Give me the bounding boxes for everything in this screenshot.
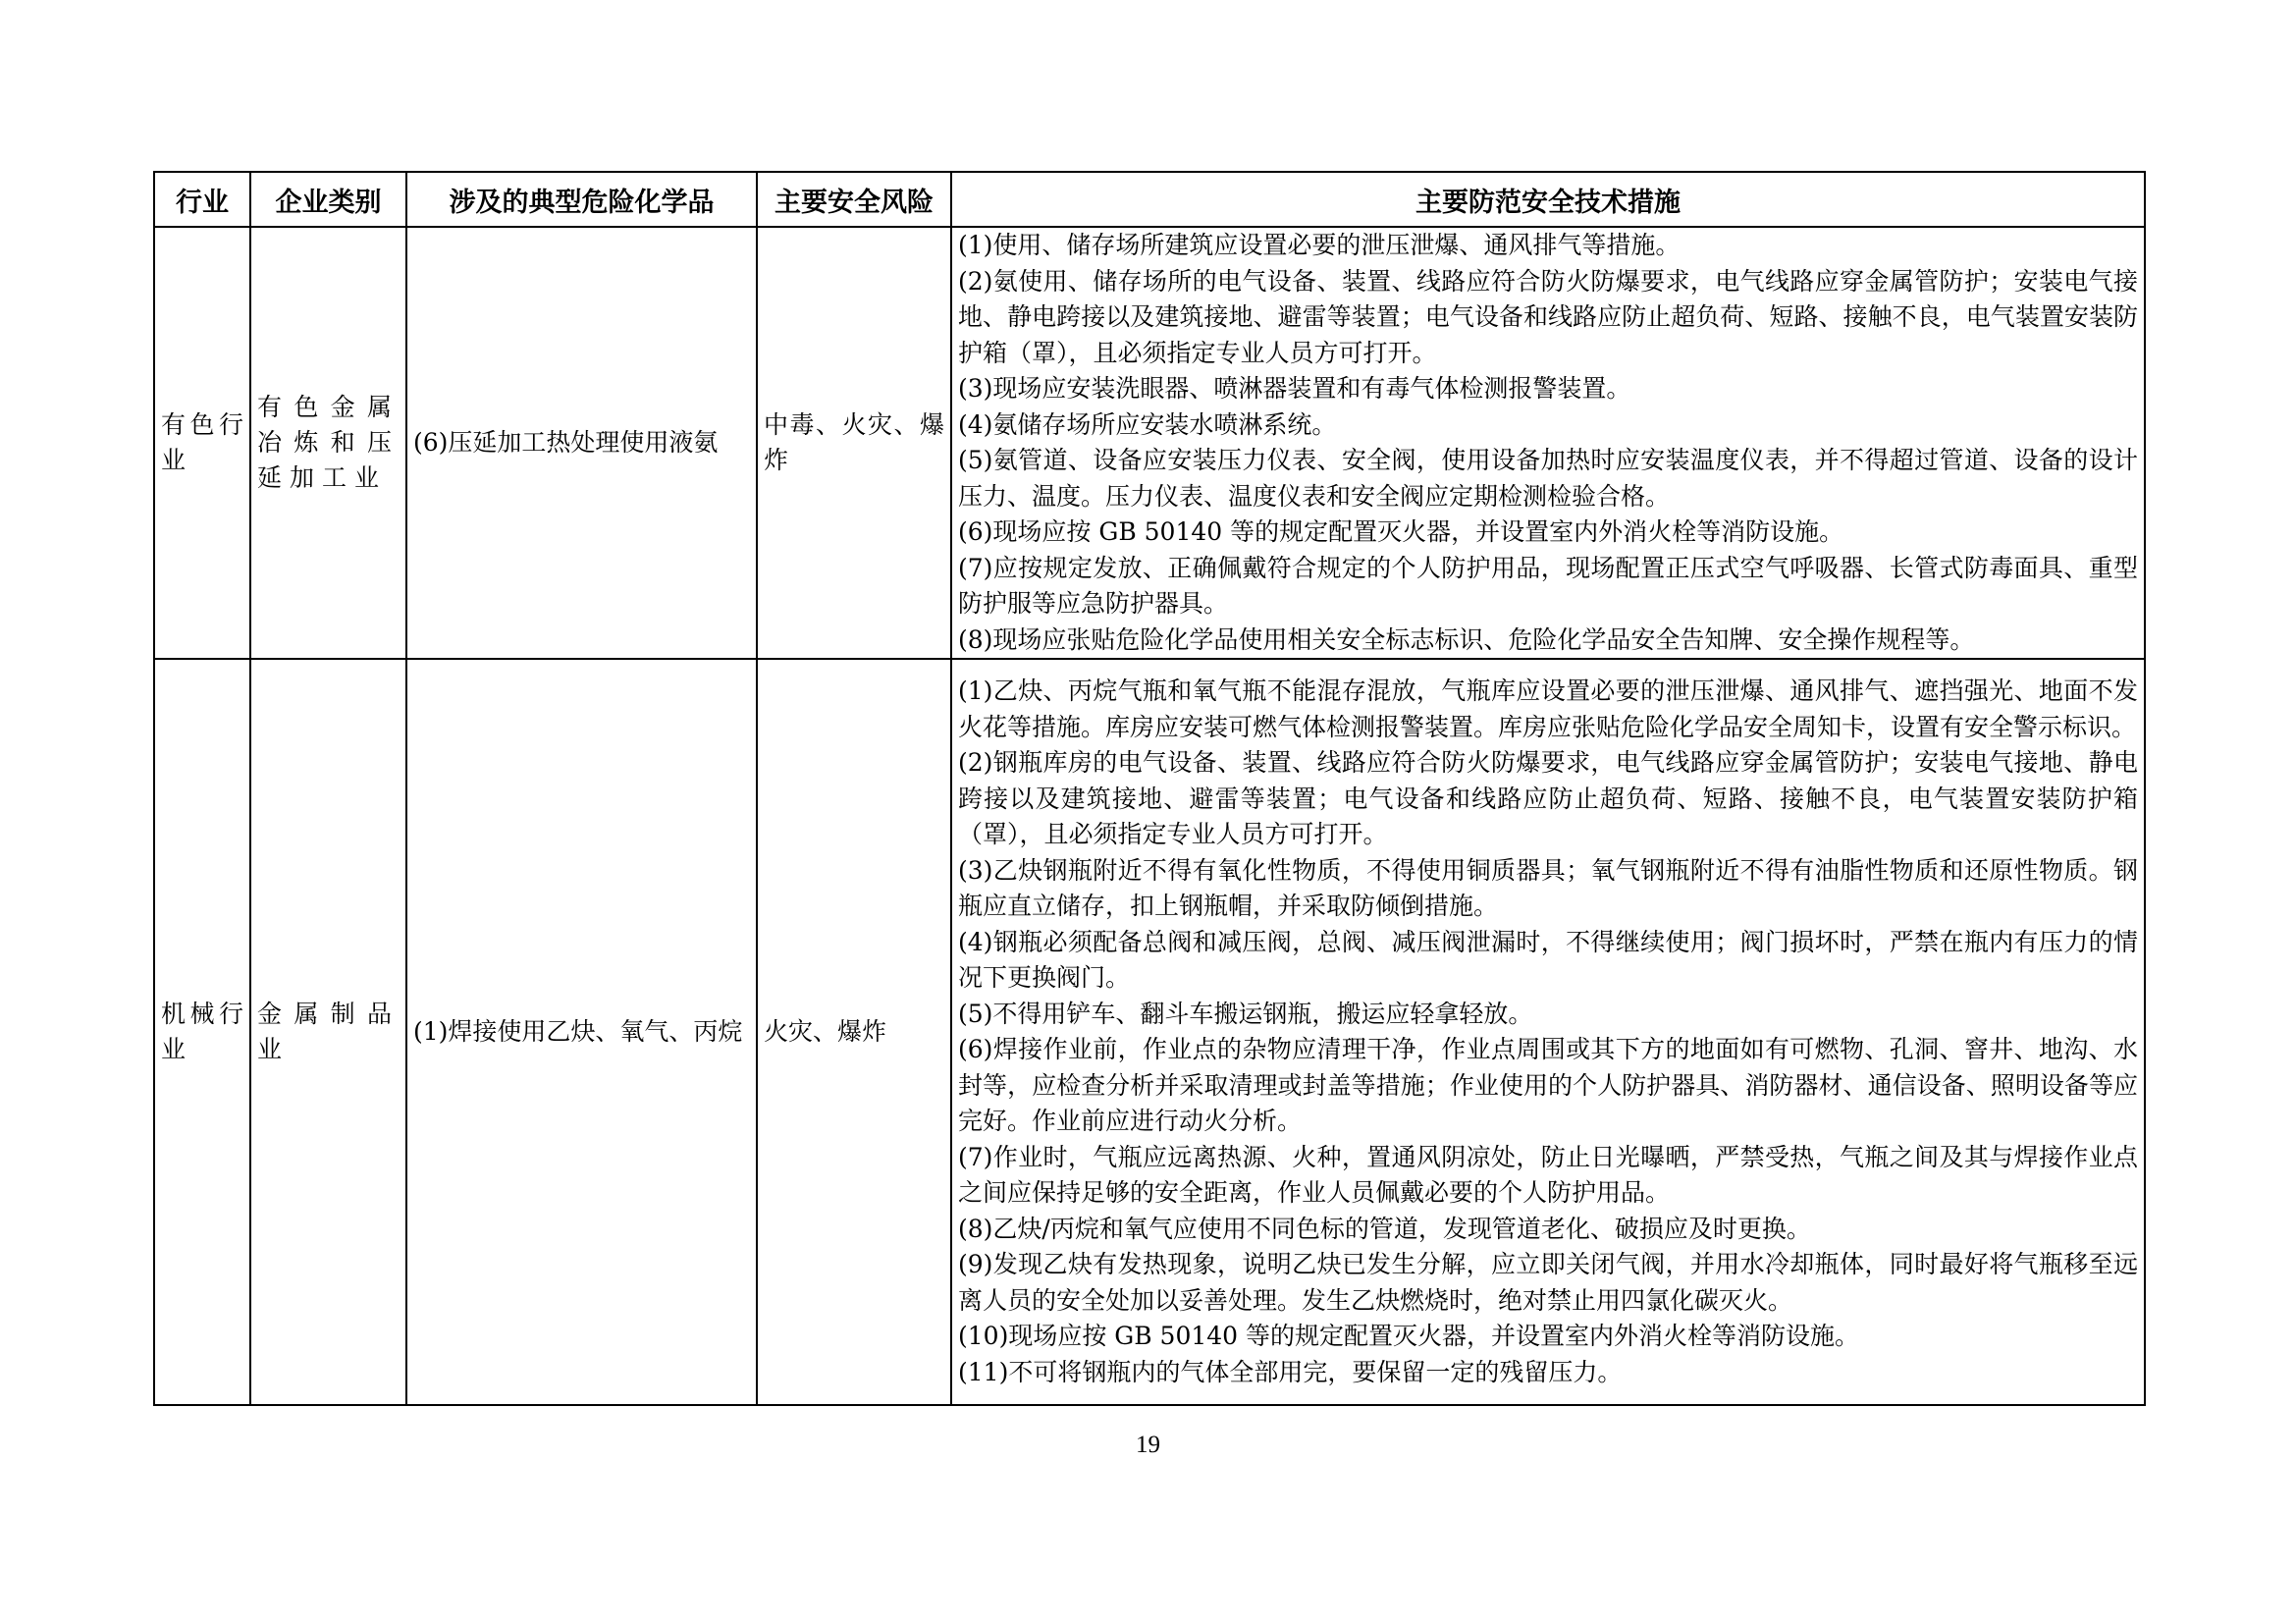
measures-cell bbox=[951, 227, 2145, 659]
header-chemical: 涉及的典型危险化学品 bbox=[406, 172, 757, 227]
measure-item: (1)乙炔、丙烷气瓶和氧气瓶不能混存混放，气瓶库应设置必要的泄压泄爆、通风排气、遮挡强光、地面不发火花等措施。库房应安装可燃气体检测报警装置。库房应张贴危险化学品安全周知卡，设置有安全警示标识。 bbox=[958, 677, 2138, 741]
industry-cell: 有色行业 bbox=[154, 227, 250, 659]
table-row bbox=[154, 659, 2145, 1405]
chemical-cell: (1)焊接使用乙炔、氧气、丙烷 bbox=[406, 659, 757, 1405]
safety-measures-table bbox=[153, 171, 2146, 1406]
measure-item: (4)钢瓶必须配备总阀和减压阀，总阀、减压阀泄漏时，不得继续使用；阀门损坏时，严禁在瓶内有压力的情况下更换阀门。 bbox=[958, 927, 2138, 992]
chemical-cell: (6)压延加工热处理使用液氨 bbox=[406, 227, 757, 659]
measure-item: (3)现场应安装洗眼器、喷淋器装置和有毒气体检测报警装置。 bbox=[958, 374, 1631, 403]
measure-item: (6)焊接作业前，作业点的杂物应清理干净，作业点周围或其下方的地面如有可燃物、孔洞、窨井、地沟、水封等，应检查分析并采取清理或封盖等措施；作业使用的个人防护器具、消防器材、通信设备、照明设备等应完好。作业前应进行动火分析。 bbox=[958, 1035, 2138, 1135]
category-cell: 有色金属冶炼和压延加工业 bbox=[250, 227, 406, 659]
measure-item: (7)作业时，气瓶应远离热源、火种，置通风阴凉处，防止日光曝晒，严禁受热，气瓶之间及其与焊接作业点之间应保持足够的安全距离，作业人员佩戴必要的个人防护用品。 bbox=[958, 1142, 2138, 1207]
measure-item: (10)现场应按 GB 50140 等的规定配置灭火器，并设置室内外消火栓等消防设施。 bbox=[958, 1322, 1860, 1350]
industry-cell: 机械行业 bbox=[154, 659, 250, 1405]
header-industry: 行业 bbox=[154, 172, 250, 227]
table-row bbox=[154, 227, 2145, 659]
measure-item: (1)使用、储存场所建筑应设置必要的泄压泄爆、通风排气等措施。 bbox=[958, 231, 1681, 259]
measure-item: (6)现场应按 GB 50140 等的规定配置灭火器，并设置室内外消火栓等消防设施。 bbox=[958, 517, 1844, 546]
measure-item: (9)发现乙炔有发热现象，说明乙炔已发生分解，应立即关闭气阀，并用水冷却瓶体，同时最好将气瓶移至远离人员的安全处加以妥善处理。发生乙炔燃烧时，绝对禁止用四氯化碳灭火。 bbox=[958, 1250, 2138, 1315]
header-risk: 主要安全风险 bbox=[757, 172, 951, 227]
measure-item: (5)不得用铲车、翻斗车搬运钢瓶，搬运应轻拿轻放。 bbox=[958, 999, 1533, 1028]
measures-cell bbox=[951, 659, 2145, 1405]
measure-item: (8)现场应张贴危险化学品使用相关安全标志标识、危险化学品安全告知牌、安全操作规程等。 bbox=[958, 624, 1975, 654]
measure-item: (7)应按规定发放、正确佩戴符合规定的个人防护用品，现场配置正压式空气呼吸器、长管式防毒面具、重型防护服等应急防护器具。 bbox=[958, 553, 2138, 618]
measure-item: (8)乙炔/丙烷和氧气应使用不同色标的管道，发现管道老化、破损应及时更换。 bbox=[958, 1214, 1811, 1243]
measure-item: (11)不可将钢瓶内的气体全部用完，要保留一定的残留压力。 bbox=[958, 1357, 1623, 1386]
risk-cell: 中毒、火灾、爆炸 bbox=[757, 227, 951, 659]
page-number: 19 bbox=[1136, 1432, 1160, 1458]
measure-item: (3)乙炔钢瓶附近不得有氧化性物质，不得使用铜质器具；氧气钢瓶附近不得有油脂性物质和还原性物质。钢瓶应直立储存，扣上钢瓶帽，并采取防倾倒措施。 bbox=[958, 855, 2138, 920]
measure-item: (4)氨储存场所应安装水喷淋系统。 bbox=[958, 409, 1337, 439]
measure-item: (5)氨管道、设备应安装压力仪表、安全阀，使用设备加热时应安装温度仪表，并不得超过管道、设备的设计压力、温度。压力仪表、温度仪表和安全阀应定期检测检验合格。 bbox=[958, 446, 2138, 511]
measure-item: (2)钢瓶库房的电气设备、装置、线路应符合防火防爆要求，电气线路应穿金属管防护；安装电气接地、静电跨接以及建筑接地、避雷等装置；电气设备和线路应防止超负荷、短路、接触不良，电气装置安装防护箱（罩），且必须指定专业人员方可打开。 bbox=[958, 748, 2138, 848]
header-category: 企业类别 bbox=[250, 172, 406, 227]
risk-cell: 火灾、爆炸 bbox=[757, 659, 951, 1405]
header-measures: 主要防范安全技术措施 bbox=[951, 172, 2145, 227]
table-header-row bbox=[154, 172, 2145, 227]
measure-item: (2)氨使用、储存场所的电气设备、装置、线路应符合防火防爆要求，电气线路应穿金属管防护；安装电气接地、静电跨接以及建筑接地、避雷等装置；电气设备和线路应防止超负荷、短路、接触不良，电气装置安装防护箱（罩），且必须指定专业人员方可打开。 bbox=[958, 266, 2138, 367]
category-cell: 金属制品业 bbox=[250, 659, 406, 1405]
